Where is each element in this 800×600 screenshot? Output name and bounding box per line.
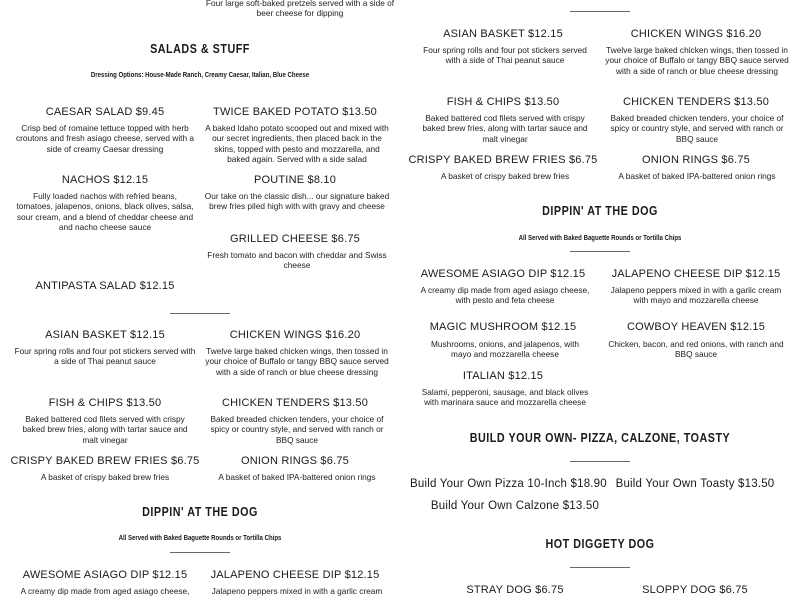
- menu-item-name: ASIAN BASKET $12.15: [45, 329, 165, 341]
- menu-item-name: ANTIPASTA SALAD $12.15: [35, 280, 175, 292]
- dressing-options-subtitle: Dressing Options: House-Made Ranch, Creamy Caesar, Italian, Blue Cheese: [90, 70, 310, 79]
- menu-item-desc: A creamy dip made from aged asiago cheese,: [20, 586, 190, 596]
- menu-item-desc: Chicken, bacon, and red onions, with ranch and BBQ sauce: [608, 339, 784, 360]
- menu-item-name: CHICKEN WINGS $16.20: [630, 28, 762, 40]
- menu-item-desc: A basket of baked IPA-battered onion rings: [218, 472, 376, 482]
- menu-item-name: POUTINE $8.10: [253, 174, 337, 186]
- build-section-title: BUILD YOUR OWN- PIZZA, CALZONE, TOASTY: [469, 431, 731, 445]
- menu-item-name: GRILLED CHEESE $6.75: [230, 233, 360, 245]
- salads-section-title: SALADS & STUFF: [150, 42, 250, 56]
- menu-item-name: AWESOME ASIAGO DIP $12.15: [22, 569, 188, 581]
- menu-item-name: COWBOY HEAVEN $12.15: [626, 321, 766, 333]
- dippin-section-title: DIPPIN' AT THE DOG: [542, 204, 658, 218]
- menu-item-name: ASIAN BASKET $12.15: [443, 28, 563, 40]
- menu-item-desc: Twelve large baked chicken wings, then tossed in your choice of Buffalo or tangy BBQ sauce served with a side of ranch or blue cheese dressing: [205, 346, 389, 377]
- section-divider: [570, 251, 630, 252]
- menu-item-desc: Mushrooms, onions, and jalapenos, with mayo and mozzarella cheese: [430, 339, 580, 360]
- pretzel-description: Four large soft-baked pretzels served with a side of beer cheese for dipping: [205, 0, 395, 19]
- section-divider: [570, 11, 630, 12]
- menu-item-name: ONION RINGS $6.75: [642, 154, 750, 166]
- section-divider: [570, 567, 630, 568]
- menu-item-name: SLOPPY DOG $6.75: [642, 584, 748, 596]
- menu-item-desc: Jalapeno peppers mixed in with a garlic cream with mayo and mozzarella cheese: [610, 285, 782, 306]
- menu-item-desc: A creamy dip made from aged asiago cheese, with pesto and feta cheese: [420, 285, 590, 306]
- menu-item-name: FISH & CHIPS $13.50: [48, 397, 162, 409]
- hotdog-section-title: HOT DIGGETY DOG: [545, 537, 655, 551]
- menu-item-desc: Baked breaded chicken tenders, your choice of spicy or country style, and served with ranch or BBQ sauce: [610, 113, 784, 144]
- menu-item-name: CHICKEN WINGS $16.20: [229, 329, 361, 341]
- section-divider: [170, 313, 230, 314]
- menu-item-name: TWICE BAKED POTATO $13.50: [213, 106, 377, 118]
- menu-item-desc: Twelve large baked chicken wings, then tossed in your choice of Buffalo or tangy BBQ sauce served with a side of ranch or blue cheese dressing: [605, 45, 789, 76]
- menu-item-desc: A basket of crispy baked brew fries: [40, 472, 170, 482]
- menu-item-name: CRISPY BAKED BREW FRIES $6.75: [408, 154, 598, 166]
- menu-item-name: NACHOS $12.15: [61, 174, 149, 186]
- menu-item-name: CAESAR SALAD $9.45: [45, 106, 165, 118]
- menu-item-desc: A baked Idaho potato scooped out and mixed with our secret ingredients, then placed back in the skins, topped with pesto and mozzarella, and baked again. Served with a side salad: [205, 123, 389, 164]
- dippin-subtitle: All Served with Baked Baguette Rounds or Tortilla Chips: [118, 533, 282, 542]
- menu-item-name: ITALIAN $12.15: [462, 370, 544, 382]
- section-divider: [170, 552, 230, 553]
- section-divider: [570, 461, 630, 462]
- dippin-section-title: DIPPIN' AT THE DOG: [142, 505, 258, 519]
- menu-item-name: FISH & CHIPS $13.50: [446, 96, 560, 108]
- build-calzone-item: Build Your Own Calzone $13.50: [430, 500, 600, 512]
- menu-item-name: CHICKEN TENDERS $13.50: [221, 397, 369, 409]
- menu-item-desc: Four spring rolls and four pot stickers served with a side of Thai peanut sauce: [423, 45, 587, 66]
- menu-item-name: JALAPENO CHEESE DIP $12.15: [210, 569, 380, 581]
- menu-item-name: ONION RINGS $6.75: [241, 455, 349, 467]
- menu-item-desc: Crisp bed of romaine lettuce topped with herb croutons and fresh asiago cheese, served with a side of creamy Caesar dressing: [15, 123, 195, 154]
- menu-item-name: AWESOME ASIAGO DIP $12.15: [420, 268, 586, 280]
- menu-item-desc: Fully loaded nachos with refried beans, tomatoes, jalapenos, onions, black olives, salsa, sour cream, and a blend of cheddar cheese and and nacho cheese sauce: [16, 191, 194, 232]
- menu-item-desc: Baked battered cod filets served with crispy baked brew fries, along with tartar sauce and malt vinegar: [422, 113, 588, 144]
- menu-item-name: MAGIC MUSHROOM $12.15: [429, 321, 577, 333]
- menu-item-desc: Fresh tomato and bacon with cheddar and Swiss cheese: [207, 250, 387, 271]
- menu-item-desc: Baked breaded chicken tenders, your choice of spicy or country style, and served with ranch or BBQ sauce: [210, 414, 384, 445]
- menu-item-desc: Baked battered cod filets served with crispy baked brew fries, along with tartar sauce and malt vinegar: [22, 414, 188, 445]
- dippin-subtitle: All Served with Baked Baguette Rounds or Tortilla Chips: [518, 233, 682, 242]
- menu-item-desc: A basket of crispy baked brew fries: [440, 171, 570, 181]
- build-toasty-item: Build Your Own Toasty $13.50: [615, 478, 775, 490]
- menu-item-name: JALAPENO CHEESE DIP $12.15: [611, 268, 781, 280]
- menu-item-desc: Salami, pepperoni, sausage, and black olives with marinara sauce and mozzarella cheese: [421, 387, 589, 408]
- menu-item-desc: A basket of baked IPA-battered onion rings: [618, 171, 776, 181]
- menu-item-name: CRISPY BAKED BREW FRIES $6.75: [10, 455, 200, 467]
- menu-item-name: CHICKEN TENDERS $13.50: [622, 96, 770, 108]
- menu-item-desc: Jalapeno peppers mixed in with a garlic cream: [211, 586, 383, 596]
- menu-item-desc: Four spring rolls and four pot stickers served with a side of Thai peanut sauce: [14, 346, 196, 367]
- menu-item-name: STRAY DOG $6.75: [466, 584, 564, 596]
- build-pizza-item: Build Your Own Pizza 10-Inch $18.90: [410, 478, 607, 490]
- menu-item-desc: Our take on the classic dish... our signature baked brew fries piled high with with gravy and cheese: [204, 191, 390, 212]
